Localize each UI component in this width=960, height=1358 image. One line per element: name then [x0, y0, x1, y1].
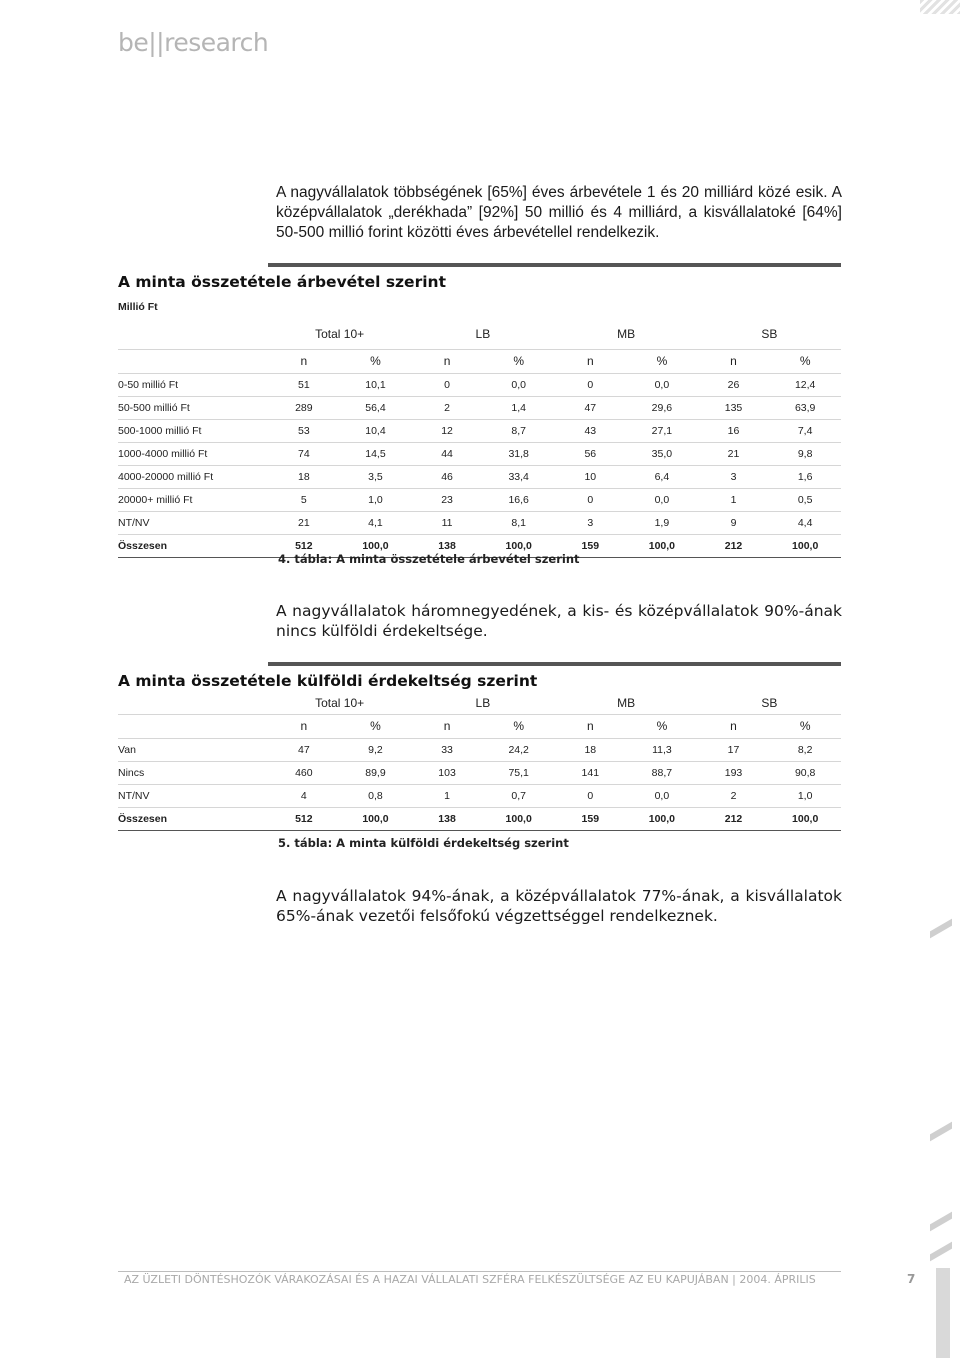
table-cell: 10,1	[340, 373, 412, 396]
slash-decoration	[930, 1242, 952, 1262]
table-cell: 0	[554, 488, 626, 511]
table-caption: 4. tábla: A minta összetétele árbevétel szerint	[278, 552, 580, 566]
table-cell: 9	[698, 511, 770, 534]
table-group-header	[118, 319, 841, 349]
table-cell: 3	[554, 511, 626, 534]
table-cell: 138	[411, 807, 483, 830]
table-cell: 100,0	[340, 807, 412, 830]
table-subheader	[118, 714, 841, 738]
table-row	[118, 465, 841, 488]
subheader-cell: n	[268, 349, 340, 373]
subheader-cell: n	[554, 714, 626, 738]
subheader-cell: n	[411, 349, 483, 373]
table-cell: 21	[698, 442, 770, 465]
table-cell: 1,0	[340, 488, 412, 511]
row-label: Összesen	[118, 807, 268, 830]
table-cell: 35,0	[626, 442, 698, 465]
table-cell: 512	[268, 807, 340, 830]
table-cell: 289	[268, 396, 340, 419]
revenue-table	[118, 319, 841, 558]
group-header: MB	[554, 692, 697, 714]
intro-paragraph: A nagyvállalatok többségének [65%] éves árbevétele 1 és 20 milliárd közé esik. A középvállalatok „derékhada” [92%] 50 millió és 4 milliárd, a kisvállalatoké [64%] 50-500 millió forint közötti éves árbevétellel rendelkezik.	[276, 184, 842, 241]
table-subheader	[118, 349, 841, 373]
table-cell: 0,5	[769, 488, 841, 511]
subheader-cell: %	[340, 714, 412, 738]
subheader-cell: %	[483, 349, 555, 373]
row-label: 50-500 millió Ft	[118, 396, 268, 419]
table-cell: 193	[698, 761, 770, 784]
corner-decoration	[920, 0, 960, 14]
table-cell: 24,2	[483, 738, 555, 761]
table-cell: 11	[411, 511, 483, 534]
table-cell: 1	[698, 488, 770, 511]
subheader-cell: %	[626, 714, 698, 738]
table-cell: 100,0	[483, 807, 555, 830]
group-header: LB	[411, 692, 554, 714]
table-cell: 0	[411, 373, 483, 396]
table-cell: 12	[411, 419, 483, 442]
table-cell: 26	[698, 373, 770, 396]
group-header: Total 10+	[268, 319, 411, 349]
table-cell: 89,9	[340, 761, 412, 784]
table-cell: 47	[268, 738, 340, 761]
table-row	[118, 511, 841, 534]
table-cell: 3	[698, 465, 770, 488]
slash-decoration	[930, 919, 952, 939]
table-cell: 90,8	[769, 761, 841, 784]
table-cell: 10	[554, 465, 626, 488]
table-cell: 100,0	[340, 534, 412, 557]
table-title: A minta összetétele árbevétel szerint	[118, 273, 446, 291]
footer-divider	[118, 1271, 841, 1272]
row-label: NT/NV	[118, 784, 268, 807]
table-cell: 16,6	[483, 488, 555, 511]
slash-decoration	[930, 1122, 952, 1142]
revenue-table-block	[118, 263, 841, 558]
table-row	[118, 373, 841, 396]
table-cell: 74	[268, 442, 340, 465]
table-cell: 4	[268, 784, 340, 807]
table-cell: 9,8	[769, 442, 841, 465]
row-label: 1000-4000 millió Ft	[118, 442, 268, 465]
foreign-table	[118, 692, 841, 831]
table-cell: 0,8	[340, 784, 412, 807]
subheader-cell: n	[698, 349, 770, 373]
table-row	[118, 761, 841, 784]
table-cell: 159	[554, 534, 626, 557]
table-cell: 212	[698, 807, 770, 830]
table-cell: 0	[554, 373, 626, 396]
row-label: 0-50 millió Ft	[118, 373, 268, 396]
table-cell: 0,0	[626, 784, 698, 807]
subheader-cell: %	[769, 349, 841, 373]
page-number: 7	[907, 1272, 916, 1286]
table-cell: 138	[411, 534, 483, 557]
slash-decoration	[930, 1212, 952, 1232]
table-cell: 512	[268, 534, 340, 557]
table-cell: 27,1	[626, 419, 698, 442]
table-cell: 31,8	[483, 442, 555, 465]
table-cell: 7,4	[769, 419, 841, 442]
group-header: Total 10+	[268, 692, 411, 714]
table-cell: 11,3	[626, 738, 698, 761]
table-cell: 3,5	[340, 465, 412, 488]
table-cell: 8,1	[483, 511, 555, 534]
table-cell: 46	[411, 465, 483, 488]
table-cell: 16	[698, 419, 770, 442]
table-cell: 12,4	[769, 373, 841, 396]
row-label: Összesen	[118, 534, 268, 557]
table-row	[118, 419, 841, 442]
subheader-cell: %	[483, 714, 555, 738]
table-cell: 51	[268, 373, 340, 396]
table-cell: 6,4	[626, 465, 698, 488]
table-cell: 33,4	[483, 465, 555, 488]
table-cell: 2	[411, 396, 483, 419]
table-cell: 100,0	[483, 534, 555, 557]
group-header: SB	[698, 319, 841, 349]
table-cell: 141	[554, 761, 626, 784]
table-cell: 75,1	[483, 761, 555, 784]
row-label: 4000-20000 millió Ft	[118, 465, 268, 488]
subheader-cell: n	[268, 714, 340, 738]
table-cell: 56,4	[340, 396, 412, 419]
table-cell: 9,2	[340, 738, 412, 761]
table-row	[118, 488, 841, 511]
group-header: LB	[411, 319, 554, 349]
table-cell: 159	[554, 807, 626, 830]
row-label: Van	[118, 738, 268, 761]
table-cell: 47	[554, 396, 626, 419]
group-header: MB	[554, 319, 697, 349]
subheader-cell: %	[626, 349, 698, 373]
row-label: Nincs	[118, 761, 268, 784]
table-cell: 21	[268, 511, 340, 534]
table-cell: 100,0	[769, 807, 841, 830]
table-row	[118, 442, 841, 465]
table-cell: 1,4	[483, 396, 555, 419]
foreign-paragraph: A nagyvállalatok háromnegyedének, a kis- és középvállalatok 90%-ának nincs külföldi érdekeltsége.	[276, 602, 842, 640]
table-unit: Millió Ft	[118, 301, 158, 313]
table-cell: 18	[554, 738, 626, 761]
row-label: 20000+ millió Ft	[118, 488, 268, 511]
title-bar	[268, 662, 841, 666]
table-cell: 8,2	[769, 738, 841, 761]
table-cell: 2	[698, 784, 770, 807]
table-cell: 100,0	[769, 534, 841, 557]
subheader-cell: n	[411, 714, 483, 738]
table-cell: 23	[411, 488, 483, 511]
company-logo: be||research	[118, 28, 269, 57]
table-cell: 29,6	[626, 396, 698, 419]
table-cell: 63,9	[769, 396, 841, 419]
table-cell: 0	[554, 784, 626, 807]
table-cell: 18	[268, 465, 340, 488]
row-label: NT/NV	[118, 511, 268, 534]
title-bar	[268, 263, 841, 267]
foreign-table-block	[118, 662, 841, 831]
group-header: SB	[698, 692, 841, 714]
table-cell: 44	[411, 442, 483, 465]
table-row	[118, 738, 841, 761]
subheader-cell: %	[340, 349, 412, 373]
subheader-cell: n	[698, 714, 770, 738]
table-cell: 0,0	[626, 488, 698, 511]
table-cell: 10,4	[340, 419, 412, 442]
table-cell: 5	[268, 488, 340, 511]
table-cell: 1,0	[769, 784, 841, 807]
row-label: 500-1000 millió Ft	[118, 419, 268, 442]
table-cell: 1	[411, 784, 483, 807]
table-cell: 460	[268, 761, 340, 784]
table-cell: 17	[698, 738, 770, 761]
side-bar-decoration	[936, 1268, 950, 1358]
table-title: A minta összetétele külföldi érdekeltség szerint	[118, 672, 538, 690]
table-cell: 56	[554, 442, 626, 465]
table-row	[118, 396, 841, 419]
table-cell: 103	[411, 761, 483, 784]
table-cell: 135	[698, 396, 770, 419]
table-row	[118, 784, 841, 807]
table-cell: 212	[698, 534, 770, 557]
table-cell: 53	[268, 419, 340, 442]
subheader-cell: n	[554, 349, 626, 373]
footer-text: AZ ÜZLETI DÖNTÉSHOZÓK VÁRAKOZÁSAI ÉS A HAZAI VÁLLALATI SZFÉRA FELKÉSZÜLTSÉGE AZ EU KAPUJÁBAN | 2004. ÁPRILIS	[124, 1273, 816, 1286]
table-total-row	[118, 807, 841, 830]
table-cell: 4,4	[769, 511, 841, 534]
table-cell: 0,0	[626, 373, 698, 396]
table-group-header	[118, 692, 841, 714]
table-cell: 14,5	[340, 442, 412, 465]
table-cell: 1,9	[626, 511, 698, 534]
table-cell: 8,7	[483, 419, 555, 442]
table-cell: 100,0	[626, 807, 698, 830]
table-cell: 0,7	[483, 784, 555, 807]
table-cell: 33	[411, 738, 483, 761]
table-cell: 1,6	[769, 465, 841, 488]
table-caption: 5. tábla: A minta külföldi érdekeltség szerint	[278, 836, 569, 850]
education-paragraph: A nagyvállalatok 94%-ának, a középvállalatok 77%-ának, a kisvállalatok 65%-ának vezetői felsőfokú végzettséggel rendelkeznek.	[276, 887, 842, 925]
table-cell: 88,7	[626, 761, 698, 784]
table-cell: 4,1	[340, 511, 412, 534]
table-cell: 43	[554, 419, 626, 442]
subheader-cell: %	[769, 714, 841, 738]
table-cell: 100,0	[626, 534, 698, 557]
table-cell: 0,0	[483, 373, 555, 396]
